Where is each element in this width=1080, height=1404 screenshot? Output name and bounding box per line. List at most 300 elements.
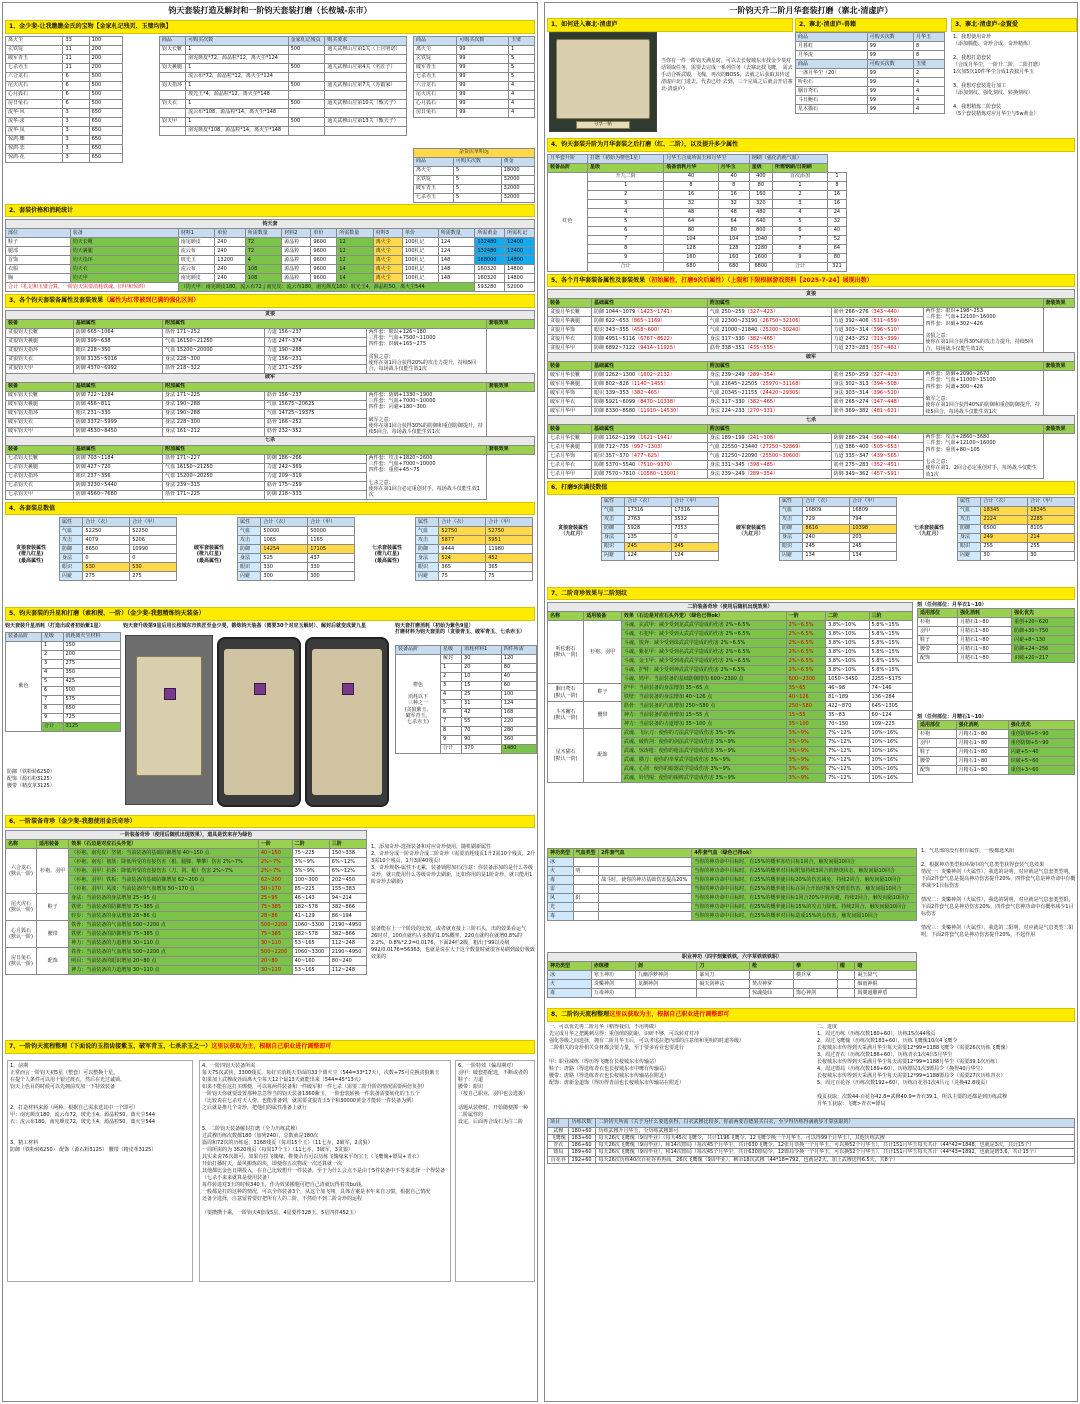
table-cell: 124	[672, 551, 719, 560]
table-row	[6, 256, 535, 265]
table-cell: 2190~4950	[329, 948, 366, 957]
table-row	[602, 551, 719, 560]
table-cell: 160320	[475, 265, 505, 274]
table-cell: 六合龙石	[414, 81, 457, 90]
table-cell: 斗魂、石犯甲：减少受到太武武学造成的伤害 2%~6.5%	[621, 630, 786, 639]
table-cell: 身法	[416, 554, 439, 563]
table-cell: 攻击	[60, 536, 83, 545]
table-cell: 8	[914, 42, 945, 51]
table-cell: 5951	[486, 536, 533, 545]
table-cell: 防御 218~333	[264, 490, 366, 499]
table-header-cell: 属性	[416, 518, 439, 527]
table-cell: 40~160	[292, 957, 329, 966]
table-cell: 眼识	[958, 542, 981, 551]
table-cell: 眼识	[416, 563, 439, 572]
table-header-cell: 二阶	[826, 612, 869, 621]
table-cell: 12400	[505, 238, 535, 247]
table-cell: 通关武穆山庄第13关（甄夫子）	[325, 117, 407, 126]
table-cell: 321	[827, 262, 846, 271]
table-cell: （衫袍、南宪皮）坚韧：当前装备的基础防御增加 40~150 点	[69, 849, 259, 858]
table-cell: 480	[749, 208, 772, 217]
table-cell: 2190~4950	[329, 921, 366, 930]
table-cell: 当你的神功命中目标时，有25%的概率使目标20%的伤害减免，持续2回合，触发间隔10回合	[692, 876, 917, 885]
table-row	[238, 527, 355, 536]
table-cell: 4	[509, 81, 535, 90]
table-cell: 437	[308, 554, 355, 563]
table-cell: 龙渊神剑	[635, 980, 696, 989]
s5-t1-note: 防御（铁粉转6250） 配饰（源石粉3125） 腰带（精皮革3125）	[7, 768, 55, 789]
table-cell: 斗魂、金玉甲：减少受到毒武武学造成的伤害 2%~6.5%	[621, 657, 786, 666]
table-cell: 7	[41, 695, 63, 704]
table-cell: 500	[63, 686, 121, 695]
s2-total-label: 合计（札记和玉璧合算，一阶钧天需要消耗铁魂、旧甲和惊鸿）	[6, 283, 179, 292]
table-cell: 尾火虎石 (默认一阶)	[6, 894, 37, 921]
table-cell: 18345	[981, 506, 1028, 515]
table-header-cell: 所需札记	[505, 229, 535, 238]
table-cell: 筋骨 265~274（347~448）	[831, 398, 923, 407]
table-row	[238, 563, 355, 572]
s7-col1: 1、前期 正常而言一阶钧天初5星（整套）可以整换十星。 在提个人条件可以用十银过渡衣，然后在光过诚锁。 钧天上色目的时候可以先拥前攻加一下特效装备 2、打造材料来源（两种，根据自己需求选其中一个即可） 甲：南宪颜皮180，流云布72，玻光玉4，源晶粒50，离火尘544 衣：流云布180，南宪颜皮72，玻光玉4，源晶粒50，离火尘544 3、精工材料 防御（铁粉转6250） 配饰（源石粉3125） 腰带（精皮革3125）	[7, 1060, 193, 1282]
table-row	[416, 572, 533, 581]
table-row	[780, 515, 897, 524]
table-cell: 13200	[215, 256, 245, 265]
table-cell: 玄铁锭	[414, 54, 457, 63]
table-cell: 8	[41, 704, 63, 713]
table-cell: 5	[509, 63, 535, 72]
table-cell: 4	[914, 105, 945, 114]
table-cell: 8	[664, 181, 718, 190]
table-cell: 钧天衣	[70, 265, 178, 274]
table-cell: 每天26次飞鹰傀（9周毕业），和14次镖局（每次45个月华尘，共计630镖局令，12镖局令换一个月华玉，可以换52个月华玉），共计151月华玉每天共计（44*43=1892，也就是增3.6，共计15个）	[596, 1149, 1075, 1156]
table-cell: 识破+20~217	[1012, 654, 1075, 663]
table-cell	[573, 858, 599, 867]
table-cell: 铁骨：当前装备的气血增加 500~2200 点	[69, 921, 259, 930]
table-cell: 破军青玉	[6, 54, 63, 63]
table-cell: 240	[803, 533, 850, 542]
table-cell: 7	[440, 717, 461, 726]
table-row	[6, 144, 123, 153]
table-cell: 当你的神功命中目标时，有15%的概率使目标1回合20%中的闪避，持续2回合，触发间隔10回合	[692, 894, 917, 903]
table-cell: 99	[867, 51, 913, 60]
table-cell: 破军钧天裹腿	[6, 400, 74, 409]
table-cell: 30~110	[258, 966, 292, 975]
table-cell: 500	[89, 72, 122, 81]
table-cell: 108	[245, 265, 281, 274]
table-cell: 气血 15200~20000	[163, 346, 265, 355]
table-cell: 火	[548, 867, 574, 876]
table-row	[6, 247, 535, 256]
table-cell: 凝天剑神法	[697, 980, 750, 989]
table-cell: 62~200	[258, 876, 292, 885]
set-total-label: 贪狼套装属性 （九红月）	[557, 524, 588, 537]
table-cell: 100札记	[402, 256, 438, 265]
table-cell: 400	[749, 172, 772, 181]
table-cell: 650	[89, 144, 122, 153]
table-cell: 附加属性	[707, 299, 1043, 308]
table-row	[416, 527, 533, 536]
table-cell: 铁壁：当前装备的身法增加 40~126 点	[621, 693, 786, 702]
s7-col2: 4、一阶四钧天装备所需 每天75次武侠，3300残页，每好买消耗天里面的33个离火尘（544=33*17天），次数+75可兑换贪狼紫玉 如果加上武穆或外面离火尘每天12个最13天就能出来（544=45*13天） 如果不能在这打买绑便，可以每两件装备和一件破军和一件七杀（需要二阶升阶的情况需要两倍负担） 一阶钧天你就要设置那种急急得当的钧天装备1360紫玉，一阶套装转换一件装备需要转化的玉五个 （比较说在七杀对天人傍，也能准备到，就需要贪狼青玉5个和30000黄金才能转一件装备为例） 之后就是推几个奇珍，把他们的属性准备上就行 5、二阶钧天装备解封打磨（全力历练武穆） 过武穆历练次数都180（加列240），总数就是180次 篇周和72次的历练返，3168残页（每周15个玉）（11七赤，2破军，2贪狼） 一周所需的为 3520残页（每周17个玉）（11七赤，3破军，3贪狼） 其实来说76次即可，如果有拉飞傀缘，鞋便余有可以历练飞傀缘来平均宝玉（飞鹰傀+镖局+青衣） 开始打播时天，最风搬炼的块，即便你五次物或一次还算就一次 其他都比金色日期投入，在自己比较想升一件装备，至于为什么会点不是由于5件装备中不等来选择一个得装备（七杀不来来就算是使用装备） 每件转进对3玉的时候340玉，作为效果搬题可把自己清就玩得着贵bu钱。 一般都是打的这种的情况，可以全你装备3个，从这个加飞翔，具体方案是本年来自习惯，根据自己情况 还备全选择，注意留着要好把所有人的二阶，不然给不到二阶奇珍的运程 （要攒攒十乘，一阶钧天4套成5星，4星要件328玉，5星四件452玉）	[199, 1060, 451, 1282]
table-cell: 240	[215, 247, 245, 256]
table-cell: 鞋子	[37, 894, 69, 921]
table-cell: 168	[501, 708, 536, 717]
group-title-row	[548, 290, 1075, 299]
right-panel	[544, 2, 1078, 1402]
s5-sub2: 钧天套打磨消耗（初始为紫色9星） 打磨材料为钧天套里的（贪狼青玉、破军青玉、七杀赤玉）	[395, 622, 526, 635]
table-cell: 1	[186, 81, 288, 90]
table-cell: 40	[664, 172, 718, 181]
table-cell: 听松石	[796, 78, 868, 87]
table-cell: 力道 247~374	[264, 337, 366, 346]
table-cell: 身法 171~225	[163, 391, 265, 400]
table-cell: 132480	[475, 247, 505, 256]
table-row	[548, 912, 917, 921]
table-cell: 通关武穆山庄第7关（苏锻家）	[325, 81, 407, 90]
table-row	[796, 96, 945, 105]
table-header-row	[548, 962, 917, 971]
table-header-cell: 刀	[697, 962, 750, 971]
table-header-cell: 所需钢刷/日期刷	[772, 163, 827, 172]
table-cell: 14	[337, 265, 373, 274]
table-cell: 贪狼钧天甲	[6, 364, 74, 373]
table-cell: 心月狐石 (默认一阶)	[6, 921, 37, 948]
qi-table	[547, 848, 917, 921]
table-cell: 168000	[475, 256, 505, 265]
table-cell: 25~95	[258, 894, 292, 903]
table-cell: 382~866	[329, 930, 366, 939]
table-cell: 钧天衣	[160, 99, 186, 108]
s4-totals	[3, 517, 537, 605]
table-cell: 5.8%~15%	[869, 648, 912, 657]
table-cell: 3.8%~10%	[826, 639, 869, 648]
table-cell	[599, 894, 692, 903]
table-cell: 11	[63, 45, 89, 54]
share-button[interactable]: 分享一帖	[576, 121, 630, 129]
table-cell: 40	[827, 226, 846, 235]
table-cell: 重创防御+5~90	[1008, 730, 1074, 739]
table-cell: 5877	[439, 536, 486, 545]
table-cell: 配饰	[584, 729, 622, 783]
table-row	[414, 45, 535, 54]
table-cell: 4079	[83, 536, 130, 545]
table-cell: 148	[438, 256, 475, 265]
s2-cost-table	[5, 219, 535, 292]
table-cell: 50000	[261, 527, 308, 536]
table-cell: 防御 1162~1199（1621~1941）	[591, 434, 707, 443]
table-header-cell: 合计（衣）	[981, 497, 1028, 506]
table-cell: 防御 349~362（457~591）	[831, 470, 923, 479]
table-cell: 防御 4370~6992	[73, 364, 162, 373]
table-cell: 防御 7570~7810（10580~13001）	[591, 470, 707, 479]
table-cell: 南宪颜皮	[178, 238, 214, 247]
table-cell: 武魂、破阵剑：使你的剑法武学造成伤害 3%~9%	[621, 738, 786, 747]
table-cell: 5	[509, 54, 535, 63]
table-cell: 11980	[486, 545, 533, 554]
table-header-cell: 赤练楼	[591, 962, 635, 971]
table-cell: 武魂、铃铛棍：使你的棍棒武学造成伤害 3%~9%	[621, 774, 786, 783]
table-cell: 钧天裹腿	[70, 247, 178, 256]
table-cell: 3.8%~10%	[826, 648, 869, 657]
table-header-cell: 所需数量	[337, 229, 373, 238]
table-cell: 月精石1~80	[958, 654, 1012, 663]
table-cell: 七杀月华饰	[548, 452, 592, 461]
table-header-cell: 所需数量	[438, 229, 475, 238]
table-cell: 惊魂曼仙	[750, 989, 794, 998]
table-cell: 星木猫石 (默认一阶)	[548, 729, 584, 783]
table-cell: 钧天指环	[160, 81, 186, 90]
table-header-cell: 剑	[635, 962, 696, 971]
table-cell: 贪狼月华甲	[548, 344, 592, 353]
table-cell: 128	[664, 244, 718, 253]
table-header-cell: 钢刷（强化消耗气血）	[749, 154, 827, 163]
group-title-row	[548, 353, 1075, 362]
table-cell: 镖局	[548, 1149, 569, 1156]
table-cell: 70~150	[826, 720, 869, 729]
table-row	[602, 524, 719, 533]
table-cell: 2%~6.5%	[786, 666, 825, 675]
table-cell: 寒玉神功	[591, 971, 635, 980]
table-cell: 0	[83, 554, 130, 563]
table-cell: 35~65	[786, 684, 825, 693]
table-cell: 身法	[602, 533, 625, 542]
table-cell: 筋骨 275~283（352~451）	[831, 461, 923, 470]
table-cell: 2	[772, 190, 827, 199]
table-cell: 贪狼	[6, 310, 535, 319]
table-cell: 贪狼	[548, 290, 1075, 299]
table-cell: 装备	[548, 362, 592, 371]
table-cell: 眼识 228~350	[73, 346, 162, 355]
table-cell: 烟雨神棍	[855, 980, 917, 989]
s6-note2: 装备能在上一个阶段的比较，或者就直接上三阶石头，出的效果看运气 26时对，100点就约占多数的1.0%概率，220点就约在就增0.8%的2.2%，0.8%*2.2=0.0176，下面24栏2级，粗出于99以及级992/0.0176=56363，也就是说在大于这个数量时就很容易刷到最好极致效果的	[371, 926, 535, 960]
table-cell: 52750	[486, 527, 533, 536]
table-cell: 11	[63, 54, 89, 63]
table-header-cell: 适用部位	[918, 609, 958, 618]
right-s7-body	[545, 602, 1077, 848]
table-cell: 攻击	[602, 515, 625, 524]
table-cell: 124	[625, 551, 672, 560]
table-row	[414, 108, 535, 117]
table-cell: 九幽浮梦神剑	[635, 971, 696, 980]
table-cell: 3%~9%	[786, 738, 825, 747]
table-cell: 斗魂、玄武甲：减少受到龙武武学造成的伤害 2%~6.5%	[621, 621, 786, 630]
table-cell: 1050~3450	[826, 675, 869, 684]
right-s1-header: 1、如何进入寨北·清虚庐	[547, 18, 793, 32]
table-cell: 3	[41, 659, 63, 668]
table-cell: 破军青玉	[414, 63, 457, 72]
table-cell: 防御	[958, 524, 981, 533]
table-cell: 2763	[625, 515, 672, 524]
s6-gem-table	[5, 830, 367, 975]
table-cell: 40	[501, 672, 536, 681]
table-row	[6, 45, 123, 54]
table-cell: 离火尘	[6, 36, 63, 45]
table-cell: 武魂、横刀：使你的拳掌武学造成伤害 3%~9%	[621, 756, 786, 765]
table-header-row	[548, 849, 917, 858]
table-cell: 99	[867, 87, 913, 96]
table-cell: 422~870	[826, 702, 869, 711]
table-cell: 250~580	[786, 702, 825, 711]
table-cell: 力道 335~347（439~565）	[831, 452, 923, 461]
table-cell: 玻光玉	[178, 256, 214, 265]
table-cell: 身法 303~314（396~510）	[831, 389, 923, 398]
table-cell	[793, 980, 837, 989]
table-cell: 腿部	[6, 247, 71, 256]
table-header-cell: 名称	[6, 840, 37, 849]
table-cell: 钧天指环	[70, 256, 178, 265]
table-row	[958, 524, 1075, 533]
table-row	[796, 105, 945, 114]
right-s1-text: 当你有一件一阶钧天满星时，可以去长桉城东市找金少斐对话领取任务，需要去完成一系列任务（去寨北找飞鹰， 需去手动合拆武锻，飞傀，再次的BOSS，去就之后获取其传送清虚庐北门进去，代表已经 去到，三个完成之后就会开启寨北·清虚庐）	[661, 58, 793, 92]
left-s5-header: 5、钧天套装的升星和打磨（索和搜、一阶）（金少斐-我想精炼钧天装备）	[5, 607, 535, 621]
table-cell: 2%~7%	[258, 867, 292, 876]
table-cell: 防御	[416, 545, 439, 554]
table-cell: 200	[89, 63, 122, 72]
table-cell: 斗魂、护臂：减少受到神武武学造成的伤害 2%~6.5%	[621, 666, 786, 675]
table-cell: 防御 712~735（997~1303）	[591, 443, 707, 452]
table-cell: 99	[457, 72, 509, 81]
table-cell: 流云布	[178, 265, 214, 274]
table-cell: 320	[749, 199, 772, 208]
table-header-cell: 棍	[837, 962, 855, 971]
table-cell: 钧天长靴	[70, 238, 178, 247]
table-cell: 650	[89, 108, 122, 117]
table-row	[414, 166, 535, 175]
table-header-cell: 消耗材料1	[462, 645, 502, 654]
table-cell: 攻击	[238, 536, 261, 545]
table-cell: 1	[186, 99, 288, 108]
table-cell: 1	[588, 181, 664, 190]
right-s7-header: 7、二阶奇珍效果与二阶刻纹	[547, 587, 1075, 601]
table-cell: 惊鸿·蝶	[6, 135, 63, 144]
table-row	[548, 903, 917, 912]
table-header-cell: 名称	[548, 612, 584, 621]
table-row	[414, 90, 535, 99]
table-cell: 闪避	[780, 551, 803, 560]
table-cell: 身法 239~249（289~354）	[707, 371, 831, 380]
table-cell: 2%~6.5%	[786, 648, 825, 657]
table-cell: 离火尘	[373, 238, 402, 247]
table-header-row	[918, 609, 1075, 618]
table-cell: 10398	[850, 524, 897, 533]
table-cell: 240	[215, 265, 245, 274]
table-cell	[288, 54, 325, 63]
table-cell: 4	[914, 96, 945, 105]
table-cell: 身法 228~300	[163, 418, 265, 427]
table-cell: 5	[453, 175, 501, 184]
s2-total-detail: （钧天甲：南宪颜皮180，流云布72 | 南宪皮：流云布180，南宪颜皮180）玻光玉4，源晶粒50，离火尘544	[178, 283, 475, 292]
table-cell: 腰带	[584, 702, 622, 729]
table-cell: 48	[664, 208, 718, 217]
table-cell	[288, 108, 325, 117]
table-cell: 铁骨：当前装备的气血增加 500~2200 点	[69, 948, 259, 957]
right-s5-table	[547, 289, 1075, 479]
table-cell: 53~165	[292, 939, 329, 948]
table-cell: 3	[63, 153, 89, 162]
right-s8-text	[545, 1024, 1077, 1116]
table-cell: 182~578	[292, 903, 329, 912]
table-cell: 力道 392~406（511~659）	[831, 317, 923, 326]
table-cell: 155~383	[329, 885, 366, 894]
table-row	[796, 87, 945, 96]
qi-note: 1、气息部的没有相有属性，一般都选风阳 2、根据神功类型和环战中的气息类型获得套装气息效果 情况一：炎樂神剑（火属性），我选的是明，对应就是气息套类型明。下面2件套气息是提高神功伤害提升20%，四件套气息是神功命中有概率减少1目标伤害 情况二：炎樂神剑（火属性），我选的阴明，对应就是气息套类型阳，下面2件套气息是神功伤害20%，四件套气息神功命中有概率减少1目标伤害 情况三：炎樂神剑（火属性），我选的二阳明，对应就是气息类型二阳明，下面2件套气息是神功伤害提升20%，不起作用	[921, 848, 1076, 938]
table-cell: 360	[501, 735, 536, 744]
table-cell: 力道 209~319	[264, 472, 366, 481]
table-cell: 99	[867, 69, 913, 78]
table-cell: 套装效果	[1043, 425, 1074, 434]
table-cell: 七杀钧天衣	[6, 481, 74, 490]
table-cell: 月精石1~80	[958, 636, 1012, 645]
table-header-cell: 合计（衣）	[83, 518, 130, 527]
table-row	[548, 729, 913, 738]
right-s7b	[545, 952, 1077, 1006]
table-cell: 战斗时，使你的神功基础伤害提高20%	[599, 876, 692, 885]
table-cell: 气血 21000~21840（25200~30240）	[707, 326, 831, 335]
table-cell: 鞋子	[584, 684, 622, 702]
table-cell: 148	[438, 274, 475, 283]
table-cell: 身法 189~199（241~308）	[707, 434, 831, 443]
table-cell: 10990	[130, 545, 177, 554]
table-row	[6, 454, 535, 463]
table-cell: 源晶粒	[282, 265, 311, 274]
table-cell: 破军	[6, 373, 535, 382]
table-cell: 60	[501, 681, 536, 690]
table-cell: 182~578	[292, 930, 329, 939]
table-cell: 闪避+8~130	[1012, 636, 1075, 645]
table-cell: 4	[914, 87, 945, 96]
table-cell: 气血 21250~22090（25500~30600）	[707, 452, 831, 461]
table-header-cell: 月华玉合成所需玉和月华尘	[664, 154, 749, 163]
table-row	[414, 81, 535, 90]
table-cell: 33	[63, 36, 89, 45]
table-cell: 武穆	[548, 1127, 569, 1134]
table-cell: 六合龙石	[6, 72, 63, 81]
table-cell: 房日兔石 (默认一阶)	[6, 948, 37, 975]
table-cell: 七杀赤玉	[414, 72, 457, 81]
table-row	[6, 153, 123, 162]
table-cell: 99	[867, 78, 913, 87]
table-cell: 650	[63, 704, 121, 713]
table-cell: 80	[749, 181, 772, 190]
table-cell: 身法 302~313（394~508）	[831, 380, 923, 389]
table-cell: 16809	[803, 506, 850, 515]
table-cell: 500	[288, 63, 325, 72]
table-cell: 焚决神掌	[750, 980, 794, 989]
table-row	[918, 748, 1075, 757]
table-cell: 神力：当前装备的筋骨增加 15~55 点	[621, 711, 786, 720]
table-cell: 50~170	[258, 885, 292, 894]
table-cell: 3%~9%	[786, 747, 825, 756]
table-cell: 装备	[548, 425, 592, 434]
table-cell: 当你的神功命中目标时，有25%的概率使目标15%的攻击力降低，持续2回合，触发间隔10回合	[692, 903, 917, 912]
table-cell: 14254	[261, 545, 308, 554]
table-cell: 32000	[501, 184, 534, 193]
table-cell: 60~124	[869, 711, 912, 720]
table-cell: 当你的神功命中目标时，有15%的概率冻结目标1回合，触发间隔10回合	[692, 858, 917, 867]
table-cell: 防御+24~256	[1012, 645, 1075, 654]
table-cell: 房日兔石	[414, 108, 457, 117]
table-cell: 火	[548, 980, 592, 989]
table-header-row	[780, 497, 897, 506]
table-cell: 贪狼月华裹腿	[548, 317, 592, 326]
table-header-row	[6, 319, 535, 328]
table-cell: 5928	[625, 524, 672, 533]
table-cell: 当你的神功命中目标时，有25%的概率对目标附加持续3回合的燃烧状态，触发间隔10回合	[692, 867, 917, 876]
table-cell: 365	[439, 563, 486, 572]
table-cell: 红色	[548, 172, 588, 271]
table-cell	[750, 971, 794, 980]
table-cell: 眼识 231~330	[73, 409, 162, 418]
table-cell: 两件套：攻击+2860~3680 三件套：气血+12100~16000 四件套：重创+80~105 七杀之意： 使你在第1、2回合必定重创对手，每场战斗仅能生效1次	[923, 434, 1043, 479]
